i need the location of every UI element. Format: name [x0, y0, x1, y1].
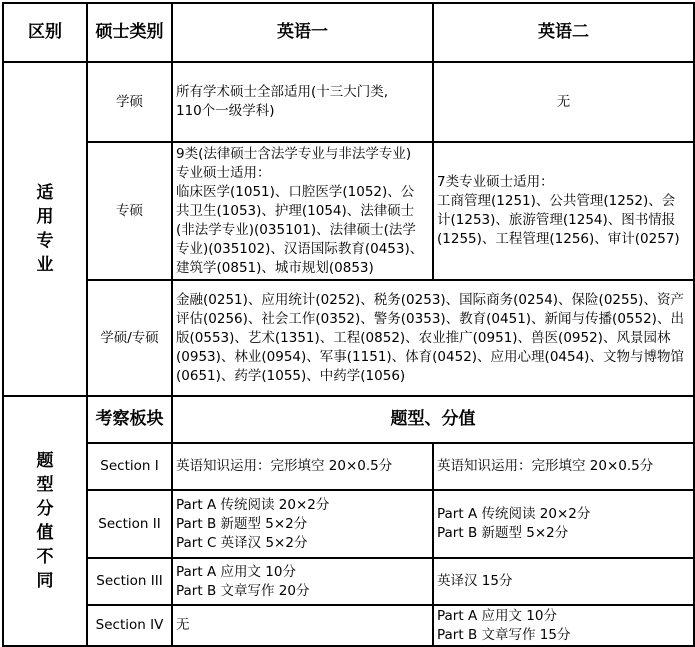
text-line: (非法学专业)(035101)、法律硕士(法学: [176, 221, 416, 238]
degree-type-both: 学硕/专硕: [87, 280, 172, 396]
text-line: Part B 文章写作 20分: [176, 582, 310, 599]
text-line: Part B 文章写作 15分: [437, 626, 571, 643]
text-line: 7类专业硕士适用：: [437, 174, 554, 190]
table-row: [3, 62, 694, 142]
question-type-scoring-label: [3, 396, 87, 646]
text-line: (0953)、林业(0954)、军事(1151)、体育(0452)、应用心理(0454)、文物与博物馆: [176, 348, 684, 365]
label-char: 分: [36, 499, 54, 519]
degree-type-academic: 学硕: [87, 62, 172, 142]
label-char: 同: [36, 571, 54, 591]
text-line: Part A 应用文 10分: [437, 607, 557, 624]
text-line: 110个一级学科): [176, 103, 275, 119]
section-label: Section I: [87, 443, 172, 490]
text-line: Part C 英译汉 5×2分: [176, 534, 308, 551]
english1-section-4: [172, 605, 433, 646]
label-char: 型: [36, 475, 54, 495]
text-line: Part B 新题型 5×2分: [437, 525, 569, 541]
header-row: [3, 3, 694, 62]
text-line: 英译汉 15分: [437, 573, 513, 589]
english1-section-3: [172, 558, 433, 605]
header-english-1: 英语一: [172, 3, 433, 62]
label-char: 值: [36, 523, 54, 543]
english2-academic: 无: [433, 62, 694, 142]
text-line: (1255)、工程管理(1256)、审计(0257): [437, 231, 680, 247]
label-char: 用: [36, 207, 54, 227]
text-line: 评估(0256)、社会工作(0352)、警务(0353)、教育(0451)、新闻与传播(0552)、出: [176, 310, 684, 327]
label-char: 专: [36, 231, 54, 251]
text-line: 无: [176, 617, 190, 633]
label-char: 业: [36, 255, 54, 275]
text-line: 英语知识运用：完形填空 20×0.5分: [176, 458, 393, 474]
header-degree-type: 硕士类别: [87, 3, 172, 62]
text-line: 所有学术硕士全部适用(十三大门类,: [176, 84, 389, 100]
text-line: 英语知识运用：完形填空 20×0.5分: [437, 458, 654, 474]
header-english-2: 英语二: [433, 3, 694, 62]
text-line: Part B 新题型 5×2分: [176, 515, 308, 532]
section-label: Section IV: [87, 605, 172, 646]
table-row: [3, 605, 694, 646]
degree-type-professional: 专硕: [87, 142, 172, 280]
comparison-table: [2, 2, 695, 647]
text-line: 工商管理(1251)、公共管理(1252)、会: [437, 193, 676, 209]
text-line: Part A 应用文 10分: [176, 563, 296, 580]
header-section: 考察板块: [87, 396, 172, 443]
text-line: 计(1253)、旅游管理(1254)、图书情报: [437, 212, 676, 228]
english2-section-1: [433, 443, 694, 490]
scoring-subheader-row: [3, 396, 694, 443]
text-line: 版(0553)、艺术(1351)、工程(0852)、农业推广(0951)、兽医(0952)、风景园林: [176, 329, 671, 346]
section-label: Section II: [87, 490, 172, 558]
text-line: 专业硕士适用：: [176, 164, 271, 181]
text-line: Part A 传统阅读 20×2分: [176, 496, 330, 513]
english2-section-2: [433, 490, 694, 558]
english2-section-4: [433, 605, 694, 646]
section-label: Section III: [87, 558, 172, 605]
table-row: [3, 142, 694, 280]
english1-section-1: [172, 443, 433, 490]
english1-professional: [172, 142, 433, 280]
text-line: Part A 传统阅读 20×2分: [437, 506, 591, 522]
text-line: 临床医学(1051)、口腔医学(1052)、公: [176, 183, 415, 200]
english1-section-2: [172, 490, 433, 558]
english1-academic: [172, 62, 433, 142]
header-question-types: 题型、分值: [172, 396, 694, 443]
table-row: [3, 490, 694, 558]
label-char: 适: [36, 183, 54, 203]
table-row: [3, 443, 694, 490]
text-line: 9类(法律硕士含法学专业与非法学专业): [176, 145, 412, 162]
text-line: (0651)、药学(1055)、中药学(1056): [176, 367, 406, 384]
text-line: 共卫生(1053)、护理(1054)、法律硕士: [176, 202, 415, 219]
label-char: 题: [36, 451, 54, 471]
english2-section-3: [433, 558, 694, 605]
english2-professional: [433, 142, 694, 280]
applicable-majors-label: [3, 62, 87, 396]
text-line: 建筑学(0851)、城市规划(0853): [176, 259, 374, 276]
table-row: [3, 558, 694, 605]
label-char: 不: [36, 547, 54, 567]
header-category: 区别: [3, 3, 87, 62]
text-line: 金融(0251)、应用统计(0252)、税务(0253)、国际商务(0254)、保险(0255)、资产: [176, 291, 684, 308]
table-row: [3, 280, 694, 396]
both-exams-majors: [172, 280, 694, 396]
text-line: 专业)(035102)、汉语国际教育(0453)、: [176, 240, 424, 257]
